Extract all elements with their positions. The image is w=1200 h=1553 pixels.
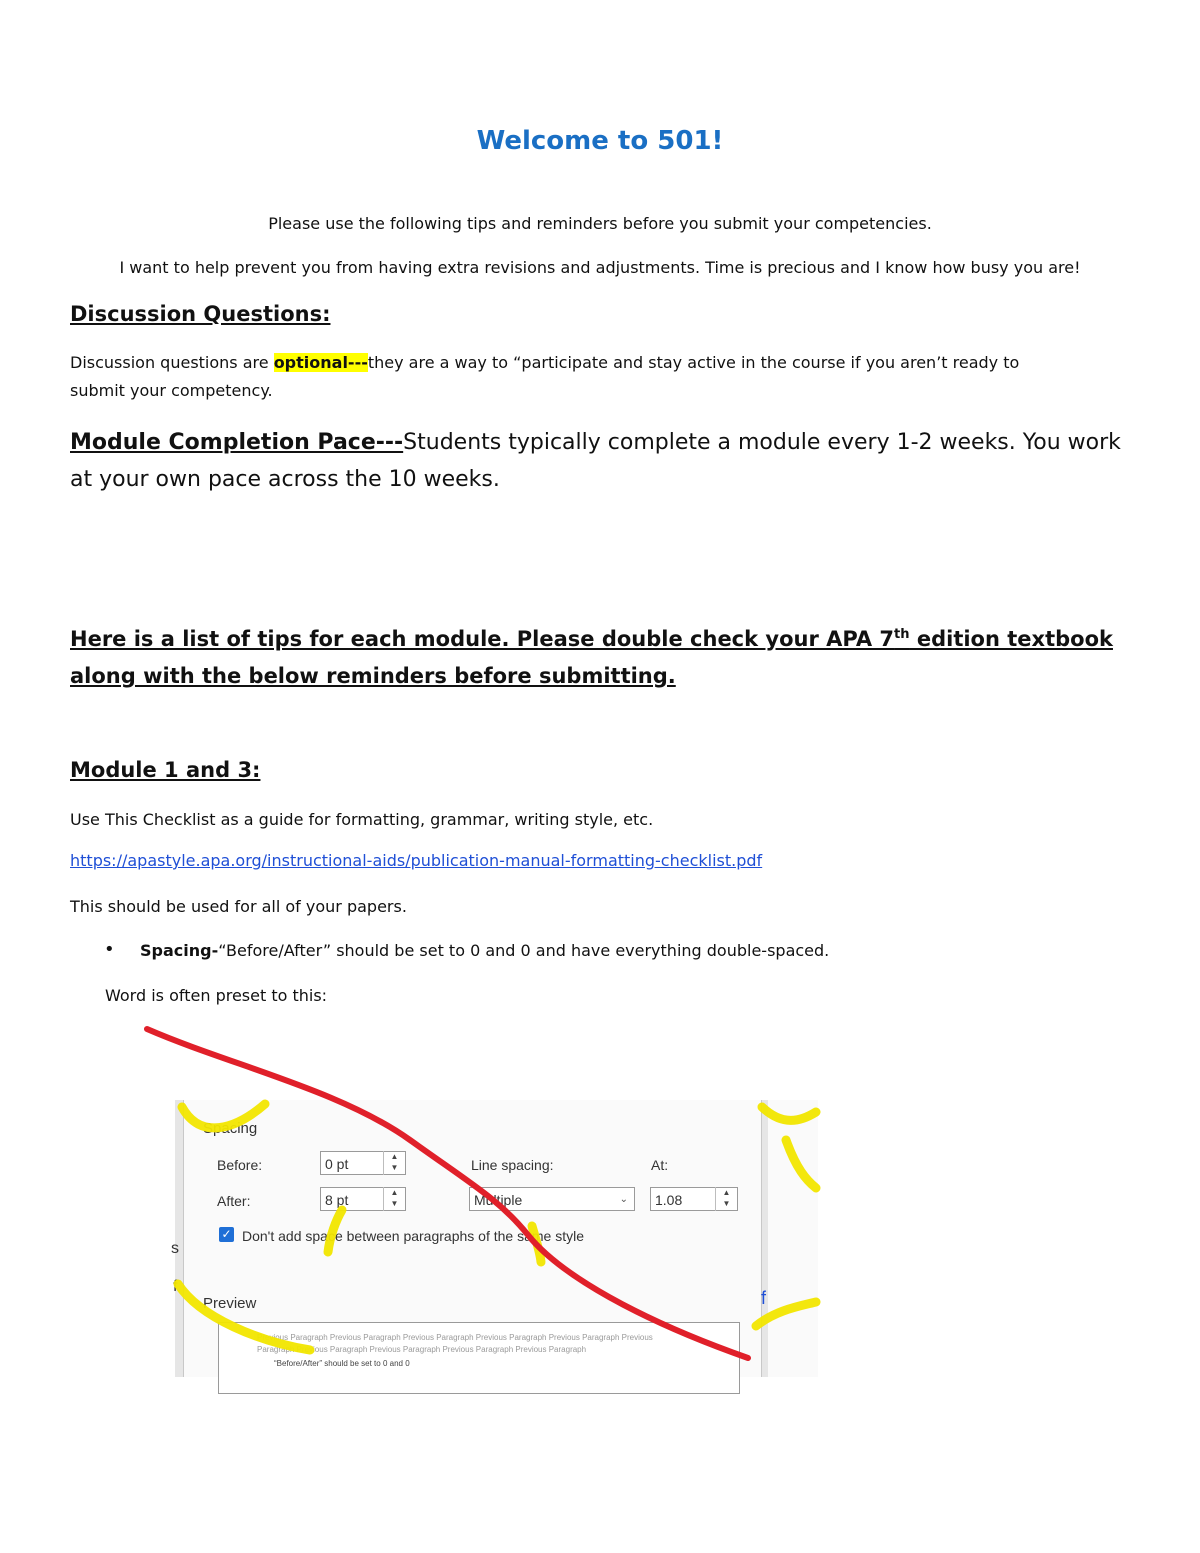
spacing-label: Spacing- (140, 941, 219, 960)
all-papers-text: This should be used for all of your papers. (70, 897, 407, 916)
checklist-link[interactable]: https://apastyle.apa.org/instructional-aids/publication-manual-formatting-checklist.pdf (70, 851, 763, 870)
preview-line-2: Paragraph Previous Paragraph Previous Paragraph Previous Paragraph Previous Paragraph (257, 1345, 587, 1354)
dialog-left-fragment-2: f (173, 1278, 178, 1295)
discussion-text-after: they are a way to “participate and stay active in the course if you aren’t ready to (367, 353, 1020, 372)
optional-highlight: optional--- (273, 353, 368, 372)
chevron-down-icon: ⌄ (619, 1194, 628, 1205)
page-title: Welcome to 501! (476, 126, 724, 156)
at-value: 1.08 (655, 1192, 683, 1208)
discussion-text-line-2: submit your competency. (70, 381, 273, 400)
checkbox-label: Don't add space between paragraphs of the same style (242, 1228, 584, 1244)
before-label: Before: (217, 1157, 263, 1173)
module-pace-heading: Module Completion Pace--- (70, 430, 404, 455)
tips-heading (70, 616, 1170, 695)
tips-heading-part-1: Here is a list of tips for each module. Please double check your APA 7 (70, 627, 895, 651)
after-label: After: (217, 1193, 251, 1209)
spacing-section-label: Spacing (203, 1120, 258, 1137)
at-input[interactable] (650, 1187, 738, 1211)
dialog-left-fragment-1: s (171, 1240, 179, 1257)
discussion-text-before: Discussion questions are (70, 353, 274, 372)
intro-line-1: Please use the following tips and reminders before you submit your competencies. (268, 214, 932, 233)
before-input[interactable] (320, 1151, 406, 1175)
tips-heading-line-2: along with the below reminders before submitting. (70, 664, 676, 688)
word-preset-text: Word is often preset to this: (105, 986, 328, 1005)
after-value: 8 pt (325, 1192, 349, 1208)
tips-heading-sup: th (894, 627, 910, 642)
dialog-right-edge (761, 1100, 768, 1377)
dont-add-space-checkbox[interactable]: ✓ (219, 1227, 234, 1242)
module-1-3-heading: Module 1 and 3: (70, 758, 261, 782)
before-value: 0 pt (325, 1156, 349, 1172)
discussion-heading: Discussion Questions: (70, 302, 331, 326)
before-spinner[interactable]: ▲ ▼ (383, 1151, 405, 1175)
preview-box (218, 1322, 740, 1394)
tips-heading-part-2: edition textbook (909, 627, 1113, 651)
preview-line-1: Previous Paragraph Previous Paragraph Previous Paragraph Previous Paragraph Previous Paragraph Previous (257, 1333, 653, 1342)
dialog-right-fragment: f (761, 1288, 767, 1308)
bullet-icon: • (104, 939, 115, 960)
line-spacing-select[interactable] (469, 1187, 635, 1211)
module-pace-paragraph (70, 424, 1160, 498)
at-label: At: (651, 1157, 669, 1173)
line-spacing-label: Line spacing: (471, 1157, 554, 1173)
line-spacing-value: Multiple (474, 1192, 523, 1208)
module-pace-text-2: at your own pace across the 10 weeks. (70, 467, 500, 492)
preview-line-3: “Before/After” should be set to 0 and 0 (274, 1359, 410, 1368)
module-pace-text-1: Students typically complete a module every 1-2 weeks. You work (403, 430, 1121, 455)
spacing-bullet-text (140, 937, 829, 965)
paragraph-dialog-screenshot (171, 1100, 818, 1377)
intro-line-2: I want to help prevent you from having extra revisions and adjustments. Time is precious and I know how busy you are! (119, 258, 1081, 277)
after-spinner[interactable]: ▲ ▼ (383, 1187, 405, 1211)
spacing-text: “Before/After” should be set to 0 and 0 and have everything double-spaced. (218, 941, 830, 960)
after-input[interactable] (320, 1187, 406, 1211)
at-spinner[interactable]: ▲ ▼ (715, 1187, 737, 1211)
preview-label: Preview (203, 1295, 257, 1312)
discussion-text (70, 349, 1150, 405)
checklist-text: Use This Checklist as a guide for formatting, grammar, writing style, etc. (70, 810, 654, 829)
dialog-left-edge (175, 1100, 184, 1377)
